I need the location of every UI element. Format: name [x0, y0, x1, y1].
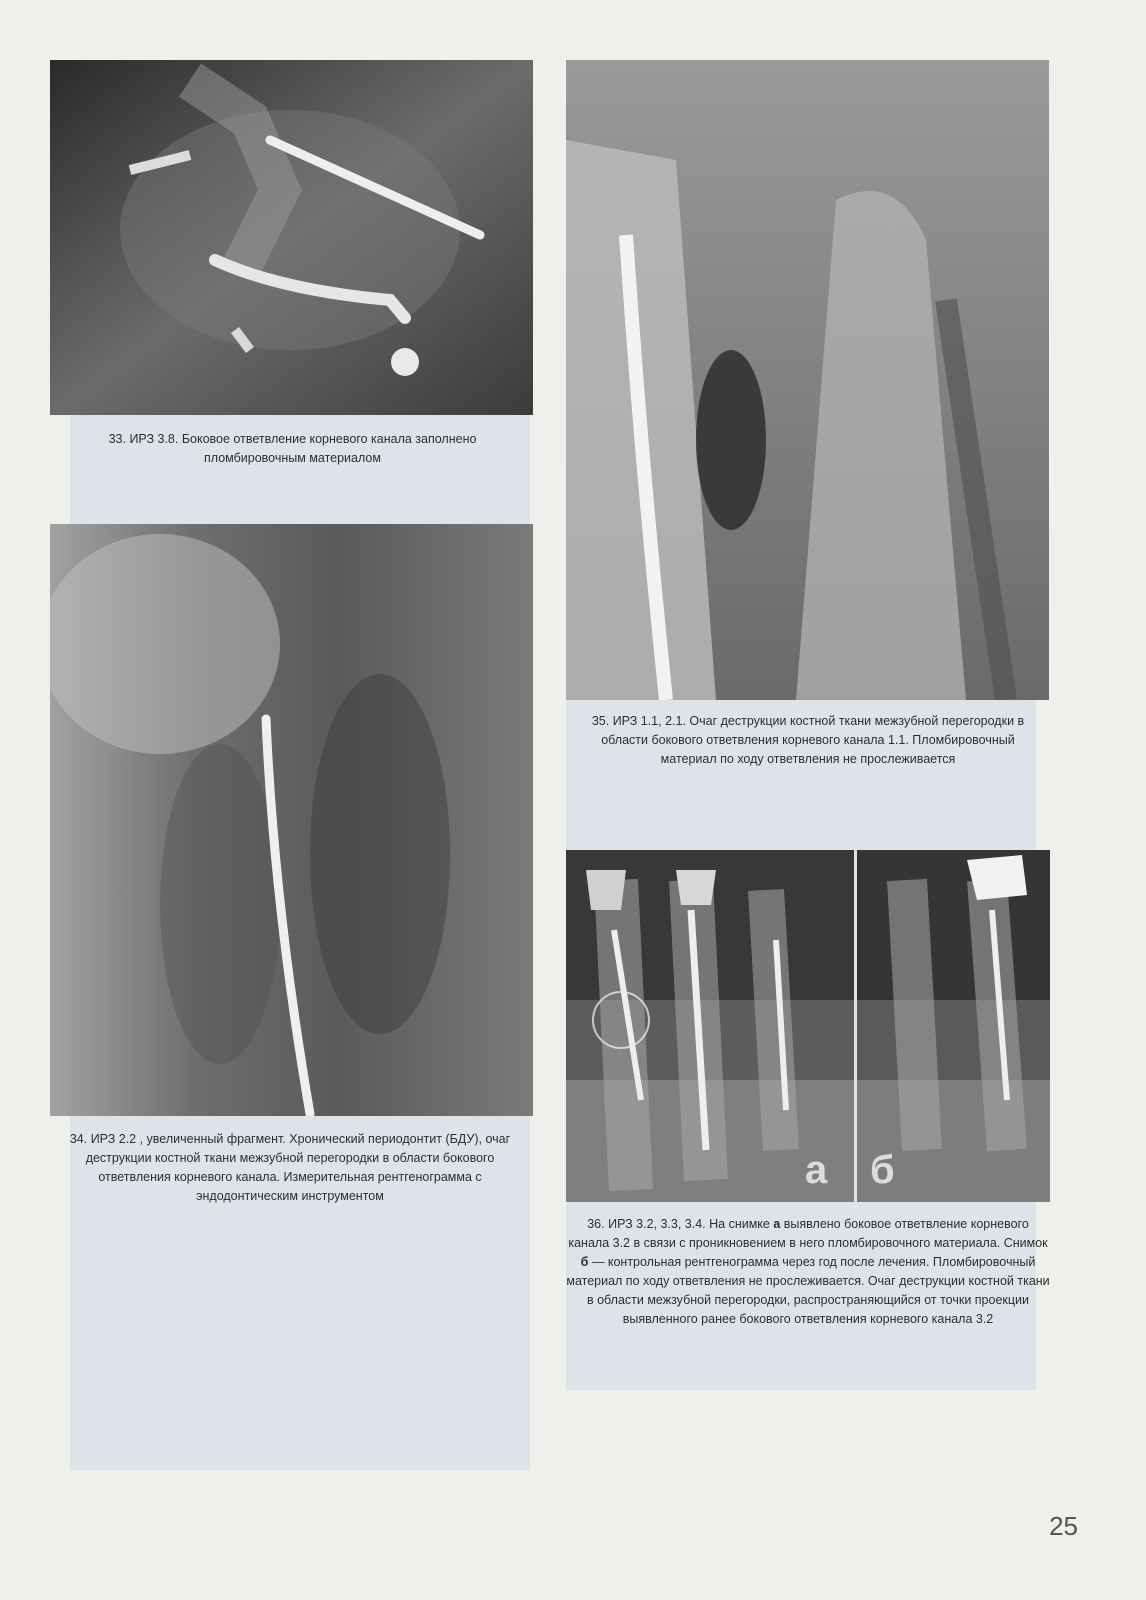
- figure-34-number: 34.: [69, 1132, 88, 1146]
- figure-33-text: ИРЗ 3.8. Боковое ответвление корневого канала заполнено пломбировочным материалом: [129, 432, 477, 465]
- figure-35-xray: [566, 60, 1049, 700]
- figure-36b-label: б: [870, 1148, 895, 1192]
- figure-33-number: 33.: [108, 432, 126, 446]
- figure-35-number: 35.: [591, 714, 610, 728]
- page-number: 25: [1049, 1511, 1078, 1541]
- figure-36-text-2: выявлено боковое ответвление корневого канала 3.2 в связи с проникновением в него пломбировочного материала. Снимок: [568, 1217, 1048, 1250]
- figure-36-caption: [566, 1215, 1050, 1329]
- figure-33-caption: [75, 430, 510, 468]
- figure-33-xray: [50, 60, 533, 415]
- figure-34-text: ИРЗ 2.2 , увеличенный фрагмент. Хронический периодонтит (БДУ), очаг деструкции костной ткани межзубной перегородки в области бокового ответвления корневого канала. Измерительная рентгенограмма с эндодонтическим инструментом: [85, 1132, 511, 1203]
- figure-36-number: 36.: [587, 1217, 605, 1231]
- figure-36-label-b: б: [580, 1255, 589, 1269]
- figure-34-caption: [60, 1130, 520, 1206]
- figure-34-xray: [50, 524, 533, 1116]
- figure-36-text-3: — контрольная рентгенограмма через год после лечения. Пломбировочный материал по ходу ответвления не прослеживается. Очаг деструкции костной ткани в области межзубной перегородки, распространяющийся от точки проекции выявленного ранее бокового ответвления корневого канала 3.2: [566, 1255, 1050, 1326]
- figure-36-text-1: ИРЗ 3.2, 3.3, 3.4. На снимке: [608, 1217, 770, 1231]
- figure-36a-label: а: [805, 1148, 828, 1192]
- figure-35-caption: [578, 712, 1038, 769]
- figure-35-text: ИРЗ 1.1, 2.1. Очаг деструкции костной ткани межзубной перегородки в области бокового ответвления корневого канала 1.1. Пломбировочный материал по ходу ответвления не прослеживается: [601, 714, 1025, 766]
- figure-36-label-a: а: [773, 1217, 781, 1231]
